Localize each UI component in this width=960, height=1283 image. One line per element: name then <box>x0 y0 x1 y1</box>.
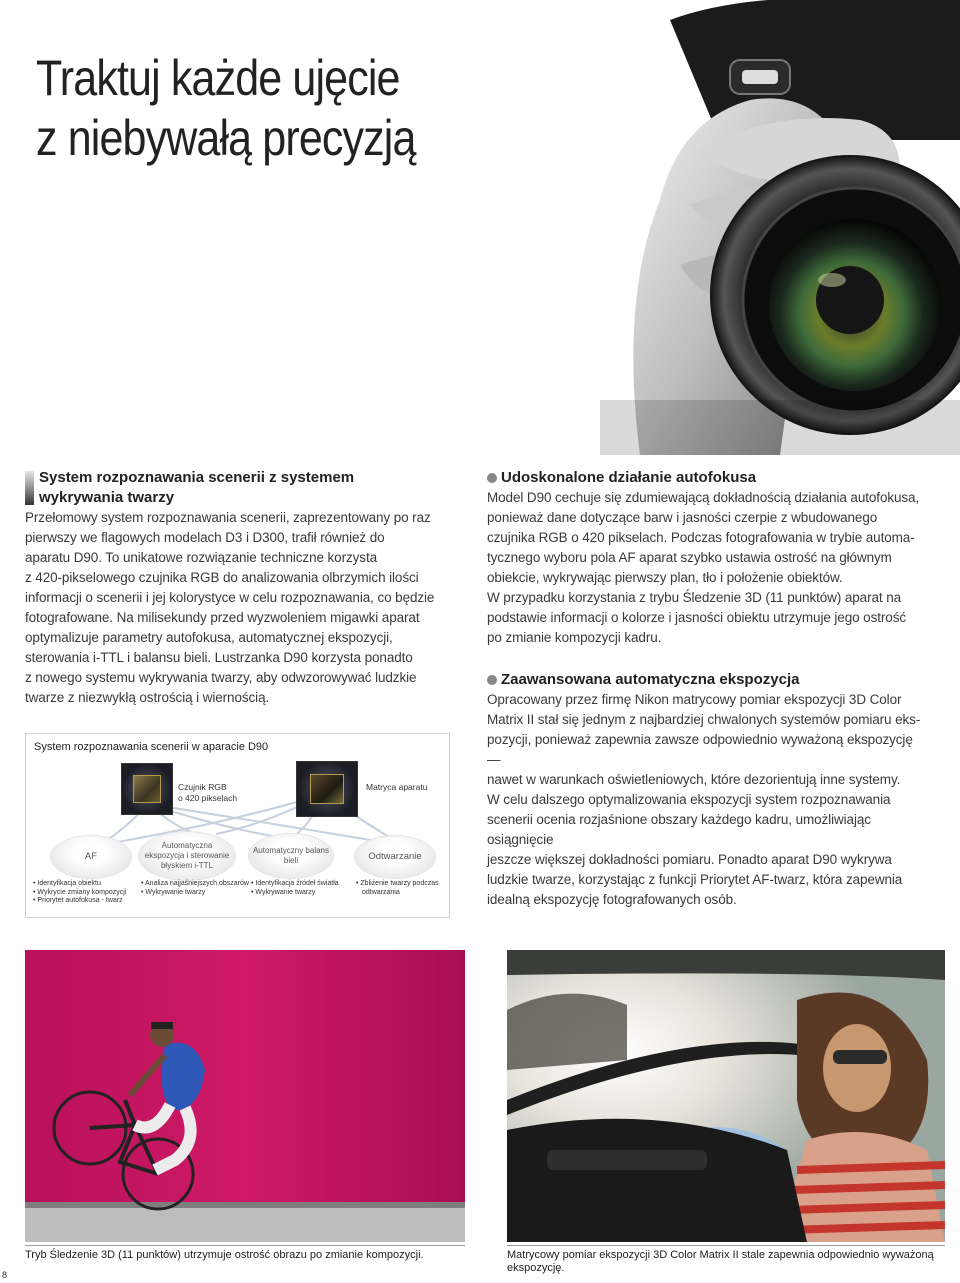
body-line: W przypadku korzystania z trybu Śledzenie 3D (11 punktów) aparat na <box>487 590 902 605</box>
heading-line-2: wykrywania twarzy <box>39 489 175 506</box>
cyclist-illustration <box>25 950 465 1242</box>
heading-line-1: System rozpoznawania scenerii z systemem <box>39 469 355 486</box>
body-line: tycznego wyboru pola AF aparat szybko ustawia ostrość na głównym <box>487 550 892 565</box>
autofocus-body <box>487 488 927 648</box>
body-line: Model D90 cechuje się zdumiewającą dokładnością działania autofokusa, <box>487 490 920 505</box>
title-line-1: Traktuj każde ujęcie <box>36 50 400 106</box>
bullet-icon <box>487 675 497 685</box>
body-line: Matrix II stał się jednym z najbardziej chwalonych systemów pomiaru eks- <box>487 712 921 727</box>
body-line: fotografowane. Na milisekundy przed wyzwoleniem migawki aparat <box>25 610 420 625</box>
diagram-title: System rozpoznawania scenerii w aparacie D90 <box>34 741 269 753</box>
body-line: czujnika RGB o 420 pikselach. Podczas fotografowania w trybie automa- <box>487 530 915 545</box>
scene-recognition-body <box>25 508 445 708</box>
camera-sensor-chip <box>296 761 358 817</box>
body-line: twarze z niezwykłą ostrością i wiernością. <box>25 690 270 705</box>
body-line: informacji o scenerii i jej kolorystyce w celu rozpoznawania, co będzie <box>25 590 435 605</box>
af-features: • Identyfikacja obiektu • Wykrycie zmiany kompozycji • Priorytet autofokusa - twarz <box>33 880 126 906</box>
exposure-heading: Zaawansowana automatyczna ekspozycja <box>487 670 927 690</box>
convertible-photo <box>507 950 945 1242</box>
caption-left: Tryb Śledzenie 3D (11 punktów) utrzymuje ostrość obrazu po zmianie kompozycji. <box>25 1249 424 1261</box>
rgb-sensor-label: Czujnik RGB o 420 pikselach <box>178 782 238 803</box>
hero-camera-photo <box>600 0 960 455</box>
body-line: obiekcie, wykrywając pierwszy plan, tło i położenie obiektów. <box>487 570 843 585</box>
page-number: 8 <box>2 1270 8 1280</box>
scene-recognition-diagram <box>25 733 450 918</box>
body-line: jeszcze większej dokładności pomiaru. Ponadto aparat D90 wykrywa <box>487 852 892 867</box>
body-line: scenerii ocenia rozjaśnione obszary każdego kadru, umożliwiając osiągnięcie <box>487 812 871 847</box>
exposure-body <box>487 690 927 910</box>
body-line: ludzkie twarze, korzystając z funkcji Priorytet AF-twarz, która zapewnia <box>487 872 903 887</box>
wb-features: • Identyfikacja źródeł światła • Wykrywanie twarzy <box>251 880 339 897</box>
body-line: z 420-pikselowego czujnika RGB do analizowania olbrzymich ilości <box>25 570 419 585</box>
body-line: z nowego systemu wykrywania twarzy, aby odwzorowywać ludzkie <box>25 670 417 685</box>
camera-sensor-label: Matryca aparatu <box>366 782 428 792</box>
body-line: optymalizuje parametry autofokusa, automatycznej ekspozycji, <box>25 630 393 645</box>
body-line: ponieważ dane dotyczące barw i jasności czerpie z wbudowanego <box>487 510 878 525</box>
exposure-features: • Analiza najjaśniejszych obszarów • Wykrywanie twarzy <box>141 880 249 897</box>
body-line: Opracowany przez firmę Nikon matrycowy pomiar ekspozycji 3D Color <box>487 692 902 707</box>
right-column <box>487 468 927 910</box>
node-playback: Odtwarzanie <box>354 835 436 879</box>
cyclist-photo <box>25 950 465 1242</box>
body-line: pozycji, ponieważ zapewnia zawsze odpowiednio wyważoną ekspozycję — <box>487 732 913 767</box>
bullet-icon <box>487 473 497 483</box>
autofocus-heading: Udoskonalone działanie autofokusa <box>487 468 927 488</box>
body-line: po zmianie kompozycji kadru. <box>487 630 662 645</box>
body-line: Przełomowy system rozpoznawania scenerii, zaprezentowany po raz <box>25 510 431 525</box>
caption-rule <box>25 1245 465 1246</box>
body-line: idealną ekspozycję fotografowanych osób. <box>487 892 737 907</box>
scene-recognition-heading <box>25 468 445 508</box>
body-line: aparatu D90. To unikatowe rozwiązanie techniczne korzysta <box>25 550 377 565</box>
body-line: nawet w warunkach oświetleniowych, które dezorientują inne systemy. <box>487 772 901 787</box>
body-line: W celu dalszego optymalizowania ekspozycji system rozpoznawania <box>487 792 891 807</box>
node-auto-exposure: Automatyczna ekspozycja i sterowanie błyskiem i-TTL <box>138 831 236 881</box>
page-title <box>36 48 416 168</box>
body-line: sterowania i-TTL i balansu bieli. Lustrzanka D90 korzysta ponadto <box>25 650 413 665</box>
body-line: pierwszy we flagowych modelach D3 i D300, trafił również do <box>25 530 385 545</box>
rgb-sensor-chip <box>121 763 173 815</box>
body-line: podstawie informacji o kolorze i jasności obiektu utrzymuje jego ostrość <box>487 610 906 625</box>
node-af: AF <box>50 835 132 879</box>
caption-right: Matrycowy pomiar ekspozycji 3D Color Matrix II stale zapewnia odpowiednio wyważoną ekspozycję. <box>507 1249 934 1274</box>
caption-rule <box>507 1245 945 1246</box>
playback-features: • Zbliżenie twarzy podczas odtwarzania <box>356 880 439 897</box>
scene-recognition-section <box>25 468 445 708</box>
heading-gradient-bar <box>25 471 34 505</box>
title-line-2: z niebywałą precyzją <box>36 110 416 166</box>
camera-illustration <box>600 0 960 455</box>
convertible-illustration <box>507 950 945 1242</box>
node-white-balance: Automatyczny balans bieli <box>248 833 334 879</box>
